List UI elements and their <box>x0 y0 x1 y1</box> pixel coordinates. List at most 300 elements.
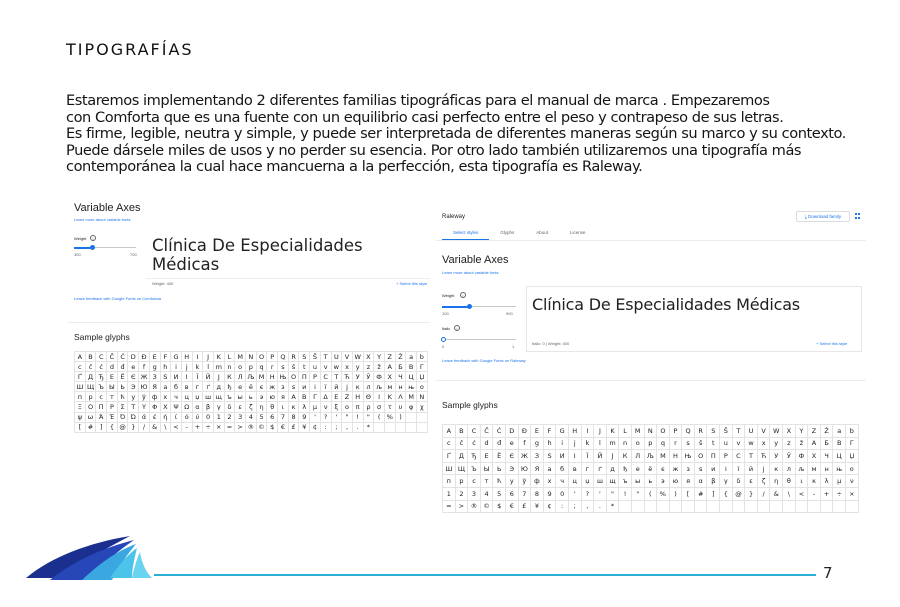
glyph-cell: Ω <box>182 402 193 412</box>
glyph-cell: Х <box>808 450 821 463</box>
glyph-cell: и <box>707 463 720 476</box>
glyph-cell: Е <box>107 372 118 382</box>
glyph-cell: Р <box>720 450 733 463</box>
glyph-cell: φ <box>406 402 417 412</box>
glyph-cell: х <box>161 392 172 402</box>
glyph-cell: Ц <box>833 450 846 463</box>
glyph-cell: σ <box>374 402 385 412</box>
glyph-cell: P <box>267 352 278 362</box>
glyph-cell: Đ <box>139 352 150 362</box>
info-icon[interactable]: i <box>460 292 466 298</box>
glyph-cell: w <box>745 438 758 451</box>
tab-select-styles[interactable]: Select styles <box>442 230 489 240</box>
glyph-cell: Г <box>417 362 428 372</box>
glyph-cell: q <box>257 362 268 372</box>
info-icon[interactable]: i <box>454 325 460 331</box>
glyph-cell <box>417 423 428 433</box>
intro-paragraph <box>66 93 896 176</box>
glyph-cell: ђ <box>619 463 632 476</box>
glyph-cell: б <box>171 382 182 392</box>
glyph-cell: \ <box>161 423 172 433</box>
style-value: Italic: 0 | Weight: 400 <box>532 341 570 346</box>
glyph-cell: ć <box>468 438 481 451</box>
glyph-cell: Й <box>594 450 607 463</box>
glyph-cell: č <box>86 362 97 372</box>
glyph-cell <box>406 423 417 433</box>
glyph-cell: Ф <box>796 450 809 463</box>
preview-text[interactable]: Clínica De Especialidades Médicas <box>532 295 800 314</box>
glyph-cell: ъ <box>225 392 236 402</box>
glyph-cell: × <box>214 423 225 433</box>
weight-slider-handle[interactable] <box>467 304 472 309</box>
glyph-cell: ύ <box>193 413 204 423</box>
glyph-cell: D <box>506 425 519 438</box>
glyph-cell: 5 <box>493 488 506 501</box>
glyph-cell: θ <box>783 475 796 488</box>
font-name: Raleway <box>442 214 466 220</box>
glyph-cell <box>396 423 407 433</box>
glyph-cell: 9 <box>544 488 557 501</box>
select-style-button[interactable]: + Select this style <box>396 281 428 286</box>
glyph-cell: Ю <box>519 463 532 476</box>
glyph-cell: μ <box>833 475 846 488</box>
weight-min: 300 <box>74 252 81 257</box>
glyph-cell: 4 <box>246 413 257 423</box>
glyph-cell <box>406 413 417 423</box>
glyph-cell: ю <box>670 475 683 488</box>
glyph-cell: M <box>632 425 645 438</box>
glyph-cell: a <box>406 352 417 362</box>
glyph-cell: Х <box>385 372 396 382</box>
glyph-cell <box>720 501 733 514</box>
glyph-cell: C <box>468 425 481 438</box>
glyph-cell: Č <box>107 352 118 362</box>
glyph-cell: 2 <box>225 413 236 423</box>
glyph-cell: Ζ <box>342 392 353 402</box>
glyph-cell: ј <box>758 463 771 476</box>
glyph-cell: Ж <box>519 450 532 463</box>
glyph-cell: ю <box>267 392 278 402</box>
glyph-cell: ή <box>161 413 172 423</box>
glyph-cell: P <box>670 425 683 438</box>
info-icon[interactable]: i <box>90 235 96 241</box>
glyph-cell: Ў <box>783 450 796 463</box>
weight-max: 700 <box>130 252 137 257</box>
glyph-cell: ! <box>619 488 632 501</box>
glyph-cell: © <box>481 501 494 514</box>
glyph-cell: ) <box>670 488 683 501</box>
glyph-cell: 9 <box>299 413 310 423</box>
glyph-cell: X <box>783 425 796 438</box>
glyph-cell: Џ <box>846 450 859 463</box>
glyph-cell: š <box>289 362 300 372</box>
glyph-cell: ψ <box>75 413 86 423</box>
glyph-cell: 5 <box>257 413 268 423</box>
glyph-cell <box>707 501 720 514</box>
glyph-cell: ν <box>846 475 859 488</box>
glyph-cell: n <box>619 438 632 451</box>
glyph-cell: a <box>833 425 846 438</box>
glyph-cell: ε <box>745 475 758 488</box>
glyph-cell <box>385 423 396 433</box>
glyph-cell: H <box>182 352 193 362</box>
glyph-cell: ш <box>203 392 214 402</box>
glyph-cell: ] <box>96 423 107 433</box>
glyph-cell: Ђ <box>468 450 481 463</box>
tab-license[interactable]: License <box>570 230 586 235</box>
glyph-cell: ; <box>569 501 582 514</box>
footer-rule <box>154 574 816 576</box>
glyph-cell: р <box>86 392 97 402</box>
glyph-cell: 7 <box>278 413 289 423</box>
glyph-cell: њ <box>406 382 417 392</box>
glyph-cell: M <box>235 352 246 362</box>
glyph-cell: Щ <box>456 463 469 476</box>
glyph-cell: З <box>531 450 544 463</box>
glyph-cell: ž <box>796 438 809 451</box>
glyph-cell: х <box>544 475 557 488</box>
glyph-cell: α <box>695 475 708 488</box>
weight-label: Weight <box>442 293 455 298</box>
italic-slider-handle[interactable] <box>441 337 446 342</box>
glyph-cell: Ć <box>118 352 129 362</box>
glyph-cell: { <box>107 423 118 433</box>
glyph-cell <box>758 501 771 514</box>
glyph-cell: А <box>385 362 396 372</box>
glyph-cell: v <box>733 438 746 451</box>
glyph-cell: β <box>707 475 720 488</box>
glyph-cell: е <box>632 463 645 476</box>
preview-text[interactable] <box>152 236 363 274</box>
glyph-cell: κ <box>289 402 300 412</box>
glyph-cell: в <box>182 382 193 392</box>
glyph-cell: Ž <box>396 352 407 362</box>
glyph-cell: С <box>321 372 332 382</box>
glyph-cell: W <box>770 425 783 438</box>
glyph-cell: ( <box>374 413 385 423</box>
glyph-cell: " <box>342 413 353 423</box>
glyph-cell: ξ <box>332 402 343 412</box>
glyph-cell: У <box>770 450 783 463</box>
glyph-cell: м <box>808 463 821 476</box>
glyph-cell: ф <box>150 392 161 402</box>
glyph-cell <box>770 501 783 514</box>
glyph-cell: Ъ <box>96 382 107 392</box>
glyph-cell: Y <box>374 352 385 362</box>
divider <box>436 240 866 241</box>
glyph-cell: ћ <box>493 475 506 488</box>
glyph-cell: Б <box>396 362 407 372</box>
glyph-cell: Б <box>821 438 834 451</box>
glyph-cell: d <box>481 438 494 451</box>
glyph-cell: S <box>707 425 720 438</box>
divider <box>146 278 430 279</box>
glyph-cell: ђ <box>225 382 236 392</box>
glyph-grid <box>442 424 859 513</box>
glyph-cell: b <box>417 352 428 362</box>
glyph-cell: Η <box>353 392 364 402</box>
glyph-cell: x <box>758 438 771 451</box>
glyph-cell: Ξ <box>75 402 86 412</box>
glyph-cell: Τ <box>128 402 139 412</box>
weight-slider-handle[interactable] <box>90 245 95 250</box>
italic-slider-track[interactable] <box>442 339 516 340</box>
glyph-cell <box>833 501 846 514</box>
sample-glyphs-title: Sample glyphs <box>74 332 130 342</box>
glyph-cell: о <box>846 463 859 476</box>
glyph-cell <box>783 501 796 514</box>
glyph-cell: п <box>443 475 456 488</box>
glyph-cell: D <box>128 352 139 362</box>
glyph-cell: } <box>745 488 758 501</box>
glyph-cell: Я <box>531 463 544 476</box>
glyph-cell: ё <box>645 463 658 476</box>
apps-grid-icon[interactable] <box>855 213 861 219</box>
glyph-cell: щ <box>607 475 620 488</box>
glyph-cell: Ћ <box>758 450 771 463</box>
glyph-cell: Ώ <box>128 413 139 423</box>
glyph-cell: O <box>657 425 670 438</box>
glyph-cell: δ <box>225 402 236 412</box>
glyph-cell: е <box>235 382 246 392</box>
glyph-cell: М <box>657 450 670 463</box>
glyph-cell: C <box>96 352 107 362</box>
glyph-cell: І <box>569 450 582 463</box>
glyph-cell: Ь <box>118 382 129 392</box>
glyph-cell: E <box>150 352 161 362</box>
glyph-cell: н <box>396 382 407 392</box>
glyph-cell: Θ <box>364 392 375 402</box>
glyph-cell: 7 <box>519 488 532 501</box>
glyph-cell: Й <box>203 372 214 382</box>
glyph-cell: Π <box>96 402 107 412</box>
glyph-cell: м <box>385 382 396 392</box>
glyph-cell: B <box>86 352 97 362</box>
glyph-cell: ζ <box>246 402 257 412</box>
glyph-cell: Э <box>506 463 519 476</box>
glyph-cell: ё <box>246 382 257 392</box>
glyph-cell: 8 <box>289 413 300 423</box>
glyph-cell: О <box>289 372 300 382</box>
glyph-cell: і <box>720 463 733 476</box>
glyph-cell: ć <box>96 362 107 372</box>
glyph-cell: з <box>278 382 289 392</box>
glyph-cell: ζ <box>758 475 771 488</box>
glyph-cell: й <box>745 463 758 476</box>
glyph-cell: Њ <box>278 372 289 382</box>
glyph-cell <box>682 501 695 514</box>
italic-max: 1 <box>512 344 515 349</box>
glyph-cell: Ц <box>406 372 417 382</box>
glyph-cell: щ <box>214 392 225 402</box>
glyph-cell: Љ <box>645 450 658 463</box>
glyph-cell: ь <box>246 392 257 402</box>
glyph-cell: џ <box>193 392 204 402</box>
glyph-cell: G <box>171 352 182 362</box>
glyph-cell: ь <box>645 475 658 488</box>
glyph-cell: ч <box>556 475 569 488</box>
preview-line: Clínica De Especialidades <box>152 236 363 255</box>
download-icon: ⤓ <box>804 214 809 219</box>
glyph-cell: έ <box>150 413 161 423</box>
glyph-cell: Z <box>385 352 396 362</box>
glyph-cell <box>374 423 385 433</box>
intro-line: Estaremos implementando 2 diferentes familias tipográficas para el manual de marca . Empezaremos <box>66 92 770 109</box>
glyph-cell: * <box>607 501 620 514</box>
glyph-cell: X <box>364 352 375 362</box>
glyph-cell: Я <box>150 382 161 392</box>
glyph-cell: L <box>225 352 236 362</box>
glyph-cell: Ё <box>493 450 506 463</box>
glyph-cell: Ј <box>607 450 620 463</box>
glyph-cell: 1 <box>443 488 456 501</box>
glyph-cell: ž <box>374 362 385 372</box>
page-number: 7 <box>823 564 833 582</box>
select-style-button[interactable]: + Select this style <box>816 341 848 346</box>
glyph-cell: А <box>808 438 821 451</box>
glyph-cell: В <box>406 362 417 372</box>
glyph-cell: Ш <box>443 463 456 476</box>
glyph-cell: ε <box>235 402 246 412</box>
learn-more-link[interactable]: Learn more about variable fonts <box>74 217 131 222</box>
learn-more-link[interactable]: Learn more about variable fonts <box>442 270 499 275</box>
glyph-cell: Č <box>481 425 494 438</box>
glyph-cell: 1 <box>214 413 225 423</box>
glyph-cell: є <box>657 463 670 476</box>
glyph-cell: Ш <box>75 382 86 392</box>
glyph-cell: І <box>182 372 193 382</box>
glyph-cell: Џ <box>417 372 428 382</box>
glyph-cell: η <box>257 402 268 412</box>
glyph-cell: Д <box>456 450 469 463</box>
glyph-cell: ц <box>569 475 582 488</box>
glyph-cell: Э <box>128 382 139 392</box>
intro-line: con Comforta que es una fuente con un equilibrio casi perfecto entre el peso y contrapeso de sus letras. <box>66 108 784 126</box>
glyph-cell: є <box>257 382 268 392</box>
glyph-cell: ѕ <box>289 382 300 392</box>
glyph-cell: к <box>353 382 364 392</box>
glyph-cell: z <box>783 438 796 451</box>
glyph-cell: S <box>299 352 310 362</box>
glyph-cell: ® <box>246 423 257 433</box>
glyph-cell: ( <box>645 488 658 501</box>
glyph-cell: Ч <box>396 372 407 382</box>
glyph-cell: \ <box>783 488 796 501</box>
glyph-cell: Ο <box>86 402 97 412</box>
glyph-cell: b <box>846 425 859 438</box>
glyph-cell: t <box>707 438 720 451</box>
glyph-cell: W <box>353 352 364 362</box>
download-family-button[interactable] <box>796 211 850 222</box>
glyph-cell: n <box>225 362 236 372</box>
glyph-cell: w <box>332 362 343 372</box>
glyph-cell: ί <box>171 413 182 423</box>
glyph-cell: γ <box>720 475 733 488</box>
glyph-cell: ш <box>594 475 607 488</box>
glyph-cell: J <box>594 425 607 438</box>
glyph-cell: а <box>161 382 172 392</box>
glyph-cell: љ <box>374 382 385 392</box>
glyph-cell: 0 <box>203 413 214 423</box>
glyph-cell: ό <box>182 413 193 423</box>
feedback-link[interactable]: Leave feedback with Google Fonts on Comfortaa <box>74 296 161 301</box>
specimen-tabs <box>442 230 597 240</box>
glyph-cell: Y <box>796 425 809 438</box>
glyph-cell: Q <box>682 425 695 438</box>
glyph-cell: п <box>75 392 86 402</box>
page-heading: TIPOGRAFÍAS <box>66 40 194 59</box>
glyph-cell: ' <box>569 488 582 501</box>
glyph-cell: χ <box>417 402 428 412</box>
italic-label: Italic <box>442 326 451 331</box>
glyph-cell: Ό <box>118 413 129 423</box>
glyph-cell: Ђ <box>96 372 107 382</box>
glyph-cell: ы <box>235 392 246 402</box>
glyph-cell: Υ <box>139 402 150 412</box>
glyph-grid <box>74 351 428 433</box>
tab-glyphs[interactable]: Glyphs <box>500 230 515 235</box>
glyph-cell: ў <box>519 475 532 488</box>
glyph-cell: * <box>364 423 375 433</box>
glyph-cell <box>846 501 859 514</box>
glyph-cell: λ <box>299 402 310 412</box>
glyph-cell: T <box>733 425 746 438</box>
glyph-cell: : <box>321 423 332 433</box>
glyph-cell: < <box>796 488 809 501</box>
glyph-cell: p <box>246 362 257 372</box>
glyph-cell: š <box>695 438 708 451</box>
glyph-cell: Ž <box>821 425 834 438</box>
glyph-cell: Ι <box>374 392 385 402</box>
glyph-cell <box>745 501 758 514</box>
glyph-cell: h <box>161 362 172 372</box>
glyph-cell: I <box>582 425 595 438</box>
glyph-cell: Ж <box>139 372 150 382</box>
glyph-cell: h <box>544 438 557 451</box>
glyph-cell: С <box>733 450 746 463</box>
glyph-cell: ÷ <box>833 488 846 501</box>
glyph-cell: ¥ <box>299 423 310 433</box>
tab-about[interactable]: About <box>536 230 549 235</box>
glyph-cell: з <box>682 463 695 476</box>
feedback-link[interactable]: Leave feedback with Google Fonts on Raleway <box>442 358 526 363</box>
glyph-cell: # <box>86 423 97 433</box>
glyph-cell: j <box>182 362 193 372</box>
glyph-cell: L <box>619 425 632 438</box>
glyph-cell: Ν <box>417 392 428 402</box>
glyph-cell: В <box>833 438 846 451</box>
glyph-cell: c <box>75 362 86 372</box>
glyph-cell: κ <box>808 475 821 488</box>
glyph-cell: λ <box>821 475 834 488</box>
glyph-cell: Щ <box>86 382 97 392</box>
glyph-cell: o <box>632 438 645 451</box>
glyph-cell: - <box>182 423 193 433</box>
glyph-cell: r <box>670 438 683 451</box>
glyph-cell: ν <box>321 402 332 412</box>
glyph-cell: . <box>594 501 607 514</box>
glyph-cell: 6 <box>267 413 278 423</box>
glyph-cell: ѕ <box>695 463 708 476</box>
glyph-cell: k <box>582 438 595 451</box>
glyph-cell: α <box>193 402 204 412</box>
glyph-cell: Ε <box>332 392 343 402</box>
glyph-cell: } <box>128 423 139 433</box>
glyph-cell: љ <box>796 463 809 476</box>
glyph-cell: Q <box>278 352 289 362</box>
glyph-cell: Š <box>310 352 321 362</box>
glyph-cell: s <box>682 438 695 451</box>
